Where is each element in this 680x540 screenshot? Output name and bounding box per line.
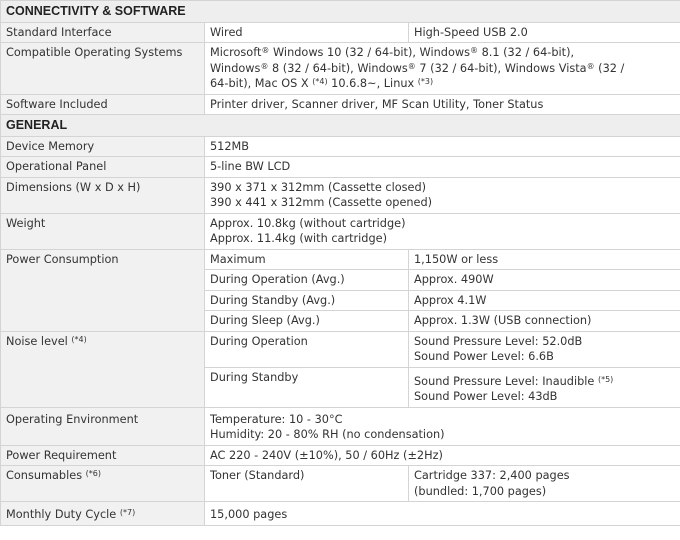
row-label: Compatible Operating Systems xyxy=(1,43,205,95)
table-row-consumables xyxy=(1,466,680,502)
power-value: Approx. 1.3W (USB connection) xyxy=(409,311,680,332)
consumables-value: Cartridge 337: 2,400 pages (bundled: 1,700 pages) xyxy=(409,466,680,502)
section-title: CONNECTIVITY & SOFTWARE xyxy=(1,1,680,23)
table-row-power-requirement xyxy=(1,445,680,466)
section-title: GENERAL xyxy=(1,115,680,137)
environment-value: Temperature: 10 - 30°C Humidity: 20 - 80% RH (no condensation) xyxy=(205,407,680,445)
table-row-environment xyxy=(1,407,680,445)
row-label: Operational Panel xyxy=(1,157,205,178)
table-row-memory xyxy=(1,136,680,157)
interface-type: Wired xyxy=(205,22,409,43)
memory-value: 512MB xyxy=(205,136,680,157)
dimensions-value: 390 x 371 x 312mm (Cassette closed) 390 x 441 x 312mm (Cassette opened) xyxy=(205,177,680,213)
power-mode: During Standby (Avg.) xyxy=(205,290,409,311)
table-row-dimensions xyxy=(1,177,680,213)
table-row-power-max xyxy=(1,249,680,270)
row-label: Consumables $^{(*6)}$ xyxy=(1,466,205,502)
table-row-software xyxy=(1,94,680,115)
table-row-panel xyxy=(1,157,680,178)
interface-value: High-Speed USB 2.0 xyxy=(409,22,680,43)
row-label: Monthly Duty Cycle $^{(*7)}$ xyxy=(1,502,205,526)
power-value: Approx. 490W xyxy=(409,270,680,291)
noise-value: Sound Pressure Level: 52.0dB Sound Power Level: 6.6B xyxy=(409,331,680,367)
footnote-ref: (*6) xyxy=(85,469,102,478)
table-row-standard-interface xyxy=(1,22,680,43)
noise-mode: During Operation xyxy=(205,331,409,367)
footnote-ref: (*5) xyxy=(597,374,614,384)
power-value: 1,150W or less xyxy=(409,249,680,270)
duty-value: 15,000 pages xyxy=(205,502,680,526)
weight-value: Approx. 10.8kg (without cartridge) Approx. 11.4kg (with cartridge) xyxy=(205,213,680,249)
footnote-ref: (*4) xyxy=(312,77,328,86)
software-value: Printer driver, Scanner driver, MF Scan Utility, Toner Status xyxy=(205,94,680,115)
row-label: Software Included xyxy=(1,94,205,115)
table-row-duty-cycle xyxy=(1,502,680,526)
section-header-connectivity xyxy=(1,1,680,23)
section-header-general xyxy=(1,115,680,137)
footnote-ref: (*7) xyxy=(119,508,136,517)
panel-value: 5-line BW LCD xyxy=(205,157,680,178)
table-row-noise-operation xyxy=(1,331,680,367)
row-label: Power Requirement xyxy=(1,445,205,466)
row-label: Noise level $^{(*4)}$ xyxy=(1,331,205,407)
power-value: Approx 4.1W xyxy=(409,290,680,311)
footnote-ref: (*4) xyxy=(71,334,87,344)
consumables-item: Toner (Standard) xyxy=(205,466,409,502)
noise-mode: During Standby xyxy=(205,367,409,407)
row-label: Operating Environment xyxy=(1,407,205,445)
noise-value: Sound Pressure Level: Inaudible $^{(*5)}$ Sound Power Level: 43dB xyxy=(409,367,680,407)
power-mode: During Sleep (Avg.) xyxy=(205,311,409,332)
row-label: Standard Interface xyxy=(1,22,205,43)
row-label: Weight xyxy=(1,213,205,249)
power-mode: During Operation (Avg.) xyxy=(205,270,409,291)
table-row-compatible-os xyxy=(1,43,680,95)
row-label: Device Memory xyxy=(1,136,205,157)
row-label: Dimensions (W x D x H) xyxy=(1,177,205,213)
table-row-weight xyxy=(1,213,680,249)
power-mode: Maximum xyxy=(205,249,409,270)
footnote-ref: (*3) xyxy=(417,77,434,86)
row-label: Power Consumption xyxy=(1,249,205,331)
requirement-value: AC 220 - 240V (±10%), 50 / 60Hz (±2Hz) xyxy=(205,445,680,466)
os-value: Microsoft® Windows 10 (32 / 64-bit), Windows® 8.1 (32 / 64-bit), Windows® 8 (32 / 64-bit), Windows® 7 (32 / 64-bit), Windows Vista® (32 / 64-bit), Mac OS X $^{(*4)}$ 10.6.8~, Linux $^{(*3)}$ xyxy=(205,43,680,95)
